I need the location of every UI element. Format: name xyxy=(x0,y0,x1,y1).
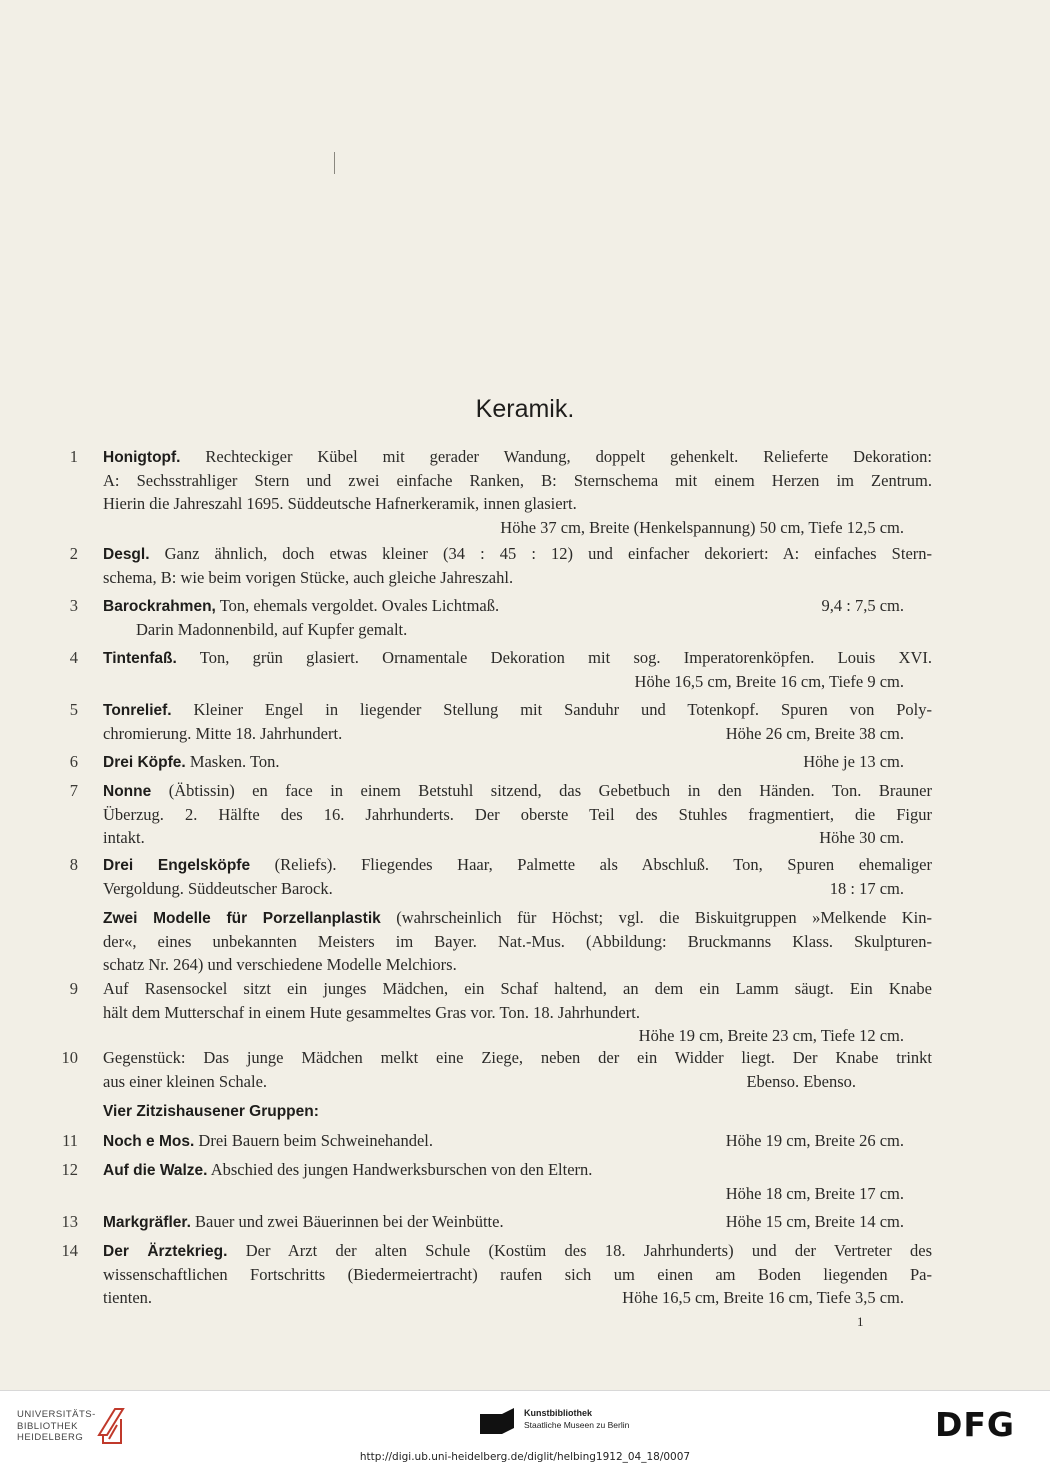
section-heading-text: Vier Zitzishausener Gruppen: xyxy=(103,1103,319,1120)
entry-text: chromierung. Mitte 18. Jahrhundert. xyxy=(103,723,343,743)
entry-text: (Reliefs). Fliegendes Haar, Palmette als Abschluß. Ton, Spuren ehemaliger xyxy=(274,855,933,874)
entry-dimensions: Ebenso. Ebenso. xyxy=(746,1071,856,1091)
entry-text: tienten. xyxy=(103,1288,153,1308)
entry-keyword: Tintenfaß. xyxy=(103,650,177,667)
entry-text: Auf Rasensockel sitzt ein junges Mädchen, ein Schaf haltend, an dem ein Lamm säugt. Ein Knabe xyxy=(103,979,932,998)
entry-keyword: Noch e Mos. xyxy=(103,1133,195,1150)
entry-number: 5 xyxy=(69,700,78,719)
entry-number: 2 xyxy=(69,544,78,563)
entry-dimensions: Höhe 26 cm, Breite 38 cm. xyxy=(725,723,904,743)
entry-number: 14 xyxy=(61,1241,78,1260)
entry-number: 3 xyxy=(69,596,78,615)
entry-text: Überzug. 2. Hälfte des 16. Jahrhunderts. Der oberste Teil des Stuhles fragmentiert, die Figur xyxy=(103,804,932,824)
entry-number: 7 xyxy=(69,781,78,800)
entry-keyword: Drei Köpfe. xyxy=(103,754,186,771)
uni-line: UNIVERSITÄTS- xyxy=(17,1409,96,1420)
uni-line: BIBLIOTHEK xyxy=(17,1420,78,1432)
entry-keyword: Auf die Walze. xyxy=(103,1162,208,1179)
entry-keyword: Zwei Modelle für Porzellanplastik xyxy=(103,910,381,927)
entry-text: Der Arzt der alten Schule (Kostüm des 18. Jahrhunderts) und der Vertreter des xyxy=(245,1241,933,1260)
entry-number: 10 xyxy=(61,1048,78,1067)
uni-line: HEIDELBERG xyxy=(17,1432,84,1443)
entry-dimensions: Höhe 16,5 cm, Breite 16 cm, Tiefe 3,5 cm. xyxy=(622,1288,904,1308)
entry-text: Vergoldung. Süddeutscher Barock. xyxy=(103,878,333,898)
entry-number: 4 xyxy=(69,648,78,667)
entry-dimensions: Höhe 15 cm, Breite 14 cm. xyxy=(725,1212,904,1231)
entry-text: Bauer und zwei Bäuerinnen bei der Weinbütte. xyxy=(195,1212,504,1231)
entry-number: 8 xyxy=(69,855,78,874)
entry-keyword: Drei Engelsköpfe xyxy=(103,857,251,874)
entry-text: Gegenstück: Das junge Mädchen melkt eine Ziege, neben der ein Widder liegt. Der Knabe trinkt xyxy=(103,1048,932,1067)
entry-text: der«, eines unbekannten Meisters im Bayer. Nat.-Mus. (Abbildung: Bruckmanns Klass. Skulpturen- xyxy=(103,931,932,951)
entry-dimensions: Höhe 16,5 cm, Breite 16 cm, Tiefe 9 cm. xyxy=(634,671,904,691)
entry-text: wissenschaftlichen Fortschritts (Biedermeiertracht) raufen sich um einen am Boden liegenden Pa- xyxy=(103,1264,932,1284)
page-number: 1 xyxy=(857,1314,864,1329)
entry-text: hält dem Mutterschaf in einem Hute gesammeltes Gras vor. Ton. 18. Jahrhundert. xyxy=(103,1002,640,1022)
entry-number: 9 xyxy=(69,979,78,998)
entry-dimensions: Höhe 19 cm, Breite 23 cm, Tiefe 12 cm. xyxy=(638,1026,904,1046)
entry-text: Rechteckiger Kübel mit gerader Wandung, doppelt gehenkelt. Relieferte Dekoration: xyxy=(205,447,932,466)
entry-text: Darin Madonnenbild, auf Kupfer gemalt. xyxy=(136,619,408,639)
digitization-footer xyxy=(0,1390,1050,1467)
uni-heidelberg-logo-icon[interactable] xyxy=(95,1405,127,1445)
kunstbibliothek-logo-icon[interactable] xyxy=(480,1406,514,1440)
uni-heidelberg-label[interactable] xyxy=(17,1409,96,1444)
kb-title: Kunstbibliothek xyxy=(524,1408,592,1418)
dfg-logo[interactable]: DFG xyxy=(935,1405,1016,1444)
entry-text: schatz Nr. 264) und verschiedene Modelle Melchiors. xyxy=(103,955,457,975)
entry-number: 13 xyxy=(61,1212,78,1231)
entry-text: Ton, grün glasiert. Ornamentale Dekoration mit sog. Imperatorenköpfen. Louis XVI. xyxy=(199,648,932,667)
entry-number: 1 xyxy=(69,447,78,466)
entry-text: Abschied des jungen Handwerksburschen von den Eltern. xyxy=(210,1160,593,1179)
entry-number: 6 xyxy=(69,752,78,771)
entry-text: schema, B: wie beim vorigen Stücke, auch gleiche Jahreszahl. xyxy=(103,567,514,587)
entry-dimensions: Höhe 18 cm, Breite 17 cm. xyxy=(725,1183,904,1203)
entry-dimensions: Höhe 30 cm. xyxy=(819,828,904,848)
entry-number: 11 xyxy=(62,1131,78,1150)
entry-text: (wahrscheinlich für Höchst; vgl. die Biskuitgruppen »Melkende Kin- xyxy=(396,908,933,927)
entry-keyword: Barockrahmen, xyxy=(103,598,216,615)
entry-text: aus einer kleinen Schale. xyxy=(103,1071,268,1091)
entry-keyword: Der Ärztekrieg. xyxy=(103,1243,228,1260)
entry-dimensions: 18 : 17 cm. xyxy=(829,878,904,898)
entry-dimensions: Höhe 37 cm, Breite (Henkelspannung) 50 cm, Tiefe 12,5 cm. xyxy=(500,517,904,537)
entry-text: (Äbtissin) en face in einem Betstuhl sitzend, das Gebetbuch in den Händen. Ton. Brauner xyxy=(168,781,932,800)
entry-keyword: Honigtopf. xyxy=(103,449,181,466)
entry-text: Masken. Ton. xyxy=(189,752,280,771)
permalink-url[interactable]: http://digi.ub.uni-heidelberg.de/diglit/helbing1912_04_18/0007 xyxy=(359,1451,691,1463)
entry-text: Hierin die Jahreszahl 1695. Süddeutsche Hafnerkeramik, innen glasiert. xyxy=(103,494,577,514)
entry-number: 12 xyxy=(61,1160,78,1179)
entry-keyword: Nonne xyxy=(103,783,152,800)
entry-text: A: Sechsstrahliger Stern und zwei einfache Ranken, B: Sternschema mit einem Herzen im Zentrum. xyxy=(103,470,932,490)
entry-text: intakt. xyxy=(103,828,145,848)
entry-keyword: Tonrelief. xyxy=(103,702,172,719)
entry-text: Ganz ähnlich, doch etwas kleiner (34 : 45 : 12) und einfacher dekoriert: A: einfaches Stern- xyxy=(164,544,933,563)
entry-dimensions: Höhe 19 cm, Breite 26 cm. xyxy=(725,1131,904,1150)
kunstbibliothek-label[interactable] xyxy=(524,1407,629,1431)
kb-subtitle: Staatliche Museen zu Berlin xyxy=(524,1420,630,1430)
entry-dimensions: 9,4 : 7,5 cm. xyxy=(821,596,904,615)
entry-text: Kleiner Engel in liegender Stellung mit Sanduhr und Totenkopf. Spuren von Poly- xyxy=(193,700,932,719)
entry-text: Ton, ehemals vergoldet. Ovales Lichtmaß. xyxy=(219,596,500,615)
page-title: Keramik. xyxy=(475,395,575,423)
entry-keyword: Markgräfler. xyxy=(103,1214,191,1231)
entry-dimensions: Höhe je 13 cm. xyxy=(803,752,904,771)
entry-text: Drei Bauern beim Schweinehandel. xyxy=(198,1131,434,1150)
entry-keyword: Desgl. xyxy=(103,546,150,563)
margin-mark xyxy=(334,152,335,174)
